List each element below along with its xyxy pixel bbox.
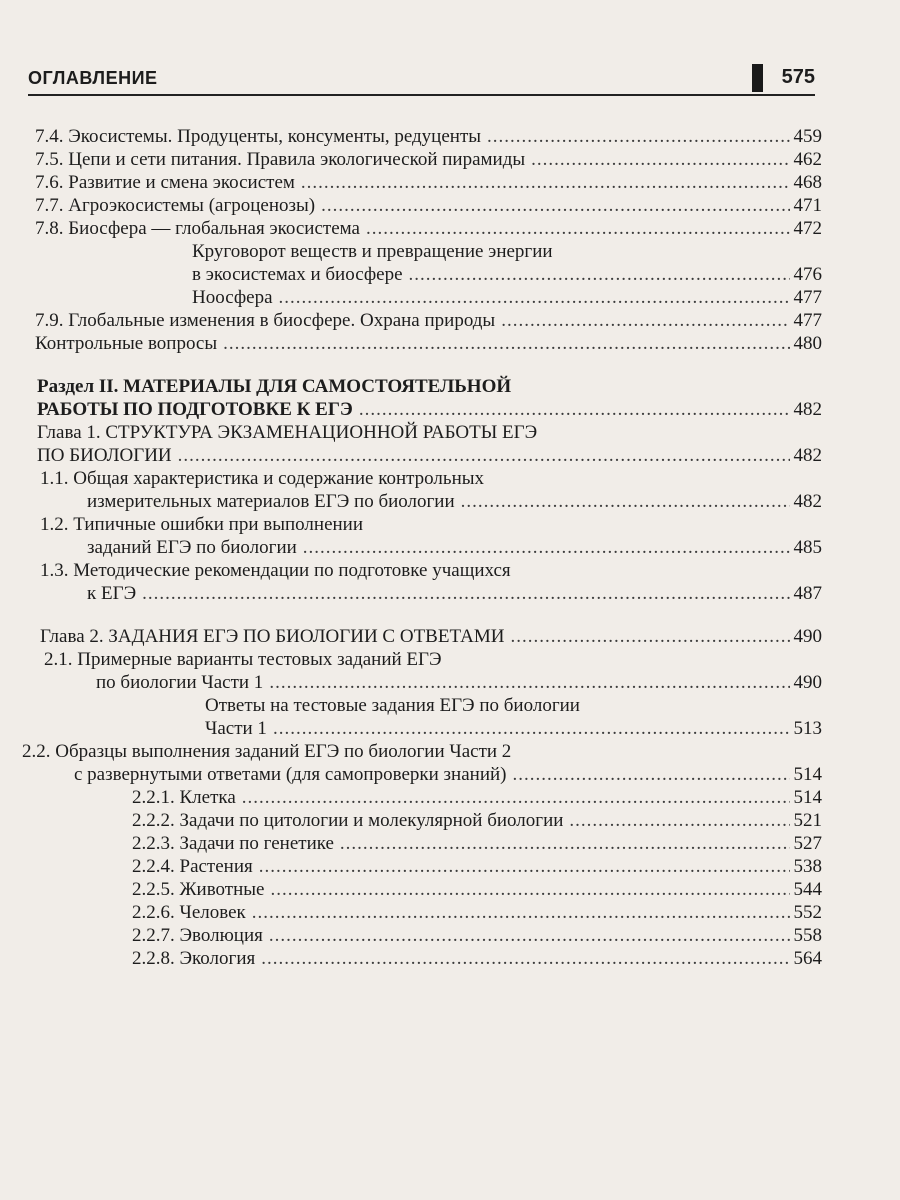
toc-leader-dots bbox=[303, 536, 790, 559]
toc-entry-page: 490 bbox=[793, 626, 822, 647]
toc-entry-page: 477 bbox=[793, 287, 822, 308]
page-header bbox=[28, 66, 815, 96]
toc-entry-page: 513 bbox=[793, 718, 822, 739]
toc-entry-page: 490 bbox=[793, 672, 822, 693]
toc-leader-dots bbox=[142, 582, 789, 605]
toc-entry[interactable] bbox=[132, 947, 822, 970]
toc-entry-title-line1: Раздел II. МАТЕРИАЛЫ ДЛЯ САМОСТОЯТЕЛЬНОЙ bbox=[37, 376, 512, 397]
toc-entry-page: 482 bbox=[793, 399, 822, 420]
toc-entry-title: 2.2.1. Клетка bbox=[132, 787, 236, 808]
toc-leader-dots bbox=[279, 286, 790, 309]
toc-entry-title-line1: 1.3. Методические рекомендации по подготовке учащихся bbox=[40, 560, 511, 581]
toc-entry-page: 487 bbox=[793, 583, 822, 604]
toc-leader-dots bbox=[270, 878, 789, 901]
toc-leader-dots bbox=[269, 924, 790, 947]
toc-entry[interactable] bbox=[35, 194, 822, 217]
toc-entry-page: 485 bbox=[793, 537, 822, 558]
toc-entry[interactable] bbox=[40, 513, 822, 559]
toc-entry-title: 2.2.7. Эволюция bbox=[132, 925, 263, 946]
toc-entry-title: с развернутыми ответами (для самопроверки знаний) bbox=[74, 764, 507, 785]
toc-entry-title: 2.2.8. Экология bbox=[132, 948, 256, 969]
toc-entry-title: измерительных материалов ЕГЭ по биологии bbox=[87, 491, 455, 512]
toc-entry-page: 477 bbox=[793, 310, 822, 331]
toc-leader-dots bbox=[252, 901, 790, 924]
toc-entry-page: 514 bbox=[793, 787, 822, 808]
toc-entry[interactable] bbox=[35, 171, 822, 194]
toc-entry[interactable] bbox=[35, 125, 822, 148]
toc-entry-title: Контрольные вопросы bbox=[35, 333, 218, 354]
toc-entry-page: 462 bbox=[793, 149, 822, 170]
toc-entry-page: 538 bbox=[793, 856, 822, 877]
toc-entry-page: 482 bbox=[793, 445, 822, 466]
toc-entry[interactable] bbox=[35, 217, 822, 240]
toc-entry-title: 7.7. Агроэкосистемы (агроценозы) bbox=[35, 195, 316, 216]
toc-leader-dots bbox=[340, 832, 790, 855]
toc-entry-page: 459 bbox=[793, 126, 822, 147]
toc-leader-dots bbox=[301, 171, 790, 194]
toc-entry-title: 2.2.6. Человек bbox=[132, 902, 246, 923]
toc-leader-dots bbox=[223, 332, 789, 355]
toc-entry-title: заданий ЕГЭ по биологии bbox=[87, 537, 297, 558]
toc-entry-page: 552 bbox=[793, 902, 822, 923]
toc-leader-dots bbox=[178, 444, 790, 467]
toc-entry[interactable] bbox=[205, 694, 822, 740]
toc-entry-title: 2.2.3. Задачи по генетике bbox=[132, 833, 334, 854]
toc-entry-title: Ноосфера bbox=[192, 287, 273, 308]
toc-entry-title-line1: 1.2. Типичные ошибки при выполнении bbox=[40, 514, 363, 535]
toc-entry[interactable] bbox=[132, 832, 822, 855]
toc-entry-title: 7.4. Экосистемы. Продуценты, консументы, редуценты bbox=[35, 126, 482, 147]
toc-leader-dots bbox=[359, 398, 790, 421]
toc-leader-dots bbox=[269, 671, 789, 694]
toc-entry-page: 527 bbox=[793, 833, 822, 854]
toc-entry-title: 2.2.4. Растения bbox=[132, 856, 253, 877]
toc-entry-page: 480 bbox=[793, 333, 822, 354]
toc-entry-title: 2.2.5. Животные bbox=[132, 879, 265, 900]
toc-entry-page: 482 bbox=[793, 491, 822, 512]
header-title: ОГЛАВЛЕНИЕ bbox=[28, 68, 158, 88]
toc-chapter-entry[interactable] bbox=[40, 625, 822, 648]
toc-entry[interactable] bbox=[132, 924, 822, 947]
toc-entry-title: 7.9. Глобальные изменения в биосфере. Охрана природы bbox=[35, 310, 496, 331]
toc-leader-dots bbox=[259, 855, 790, 878]
toc-entry-page: 468 bbox=[793, 172, 822, 193]
toc-entry[interactable] bbox=[35, 148, 822, 171]
toc-entry[interactable] bbox=[132, 855, 822, 878]
toc-entry[interactable] bbox=[35, 332, 822, 355]
toc-entry-page: 564 bbox=[793, 948, 822, 969]
toc-entry[interactable] bbox=[132, 901, 822, 924]
toc-entry-title: 7.8. Биосфера — глобальная экосистема bbox=[35, 218, 360, 239]
toc-leader-dots bbox=[531, 148, 789, 171]
toc-leader-dots bbox=[510, 625, 789, 648]
toc-leader-dots bbox=[512, 763, 789, 786]
toc-entry-page: 514 bbox=[793, 764, 822, 785]
toc-entry-title: Глава 2. ЗАДАНИЯ ЕГЭ ПО БИОЛОГИИ С ОТВЕТАМИ bbox=[40, 626, 505, 647]
toc-entry[interactable] bbox=[192, 286, 822, 309]
toc-entry-title-line1: Ответы на тестовые задания ЕГЭ по биологии bbox=[205, 695, 580, 716]
toc-entry-title: 7.6. Развитие и смена экосистем bbox=[35, 172, 295, 193]
toc-entry-title: к ЕГЭ bbox=[87, 583, 137, 604]
toc-leader-dots bbox=[366, 217, 790, 240]
toc-entry-title-line1: 2.2. Образцы выполнения заданий ЕГЭ по биологии Части 2 bbox=[22, 741, 512, 762]
toc-entry-title-line1: Глава 1. СТРУКТУРА ЭКЗАМЕНАЦИОННОЙ РАБОТЫ ЕГЭ bbox=[37, 422, 538, 443]
toc-entry-page: 471 bbox=[793, 195, 822, 216]
toc-section-entry[interactable] bbox=[37, 375, 822, 421]
toc-entry[interactable] bbox=[44, 648, 822, 694]
table-of-contents bbox=[0, 125, 900, 970]
header-page-number: 575 bbox=[781, 66, 815, 88]
toc-leader-dots bbox=[409, 263, 790, 286]
toc-entry[interactable] bbox=[192, 240, 822, 286]
toc-leader-dots bbox=[321, 194, 789, 217]
toc-entry-page: 472 bbox=[793, 218, 822, 239]
toc-entry[interactable] bbox=[132, 786, 822, 809]
toc-entry-page: 558 bbox=[793, 925, 822, 946]
toc-entry-title: по биологии Части 1 bbox=[96, 672, 264, 693]
toc-entry-title: 2.2.2. Задачи по цитологии и молекулярной биологии bbox=[132, 810, 564, 831]
toc-leader-dots bbox=[487, 125, 789, 148]
toc-entry[interactable] bbox=[132, 809, 822, 832]
toc-entry-page: 521 bbox=[793, 810, 822, 831]
toc-entry[interactable] bbox=[132, 878, 822, 901]
toc-entry-title-line1: 1.1. Общая характеристика и содержание контрольных bbox=[40, 468, 485, 489]
toc-entry-page: 544 bbox=[793, 879, 822, 900]
toc-leader-dots bbox=[273, 717, 790, 740]
toc-entry-title: Части 1 bbox=[205, 718, 267, 739]
toc-chapter-entry[interactable] bbox=[37, 421, 822, 467]
toc-leader-dots bbox=[461, 490, 790, 513]
toc-entry[interactable] bbox=[40, 467, 822, 513]
header-bar-decoration bbox=[752, 64, 763, 92]
toc-entry[interactable] bbox=[35, 309, 822, 332]
toc-leader-dots bbox=[569, 809, 789, 832]
toc-entry-title: РАБОТЫ ПО ПОДГОТОВКЕ К ЕГЭ bbox=[37, 399, 353, 420]
toc-entry-page: 476 bbox=[793, 264, 822, 285]
toc-entry-title-line1: Круговорот веществ и превращение энергии bbox=[192, 241, 553, 262]
toc-entry-title: ПО БИОЛОГИИ bbox=[37, 445, 172, 466]
toc-entry-title-line1: 2.1. Примерные варианты тестовых заданий ЕГЭ bbox=[44, 649, 442, 670]
toc-entry[interactable] bbox=[40, 559, 822, 605]
toc-entry-title: в экосистемах и биосфере bbox=[192, 264, 403, 285]
toc-leader-dots bbox=[261, 947, 789, 970]
toc-entry[interactable] bbox=[22, 740, 822, 786]
toc-entry-title: 7.5. Цепи и сети питания. Правила экологической пирамиды bbox=[35, 149, 526, 170]
toc-leader-dots bbox=[501, 309, 789, 332]
toc-leader-dots bbox=[242, 786, 790, 809]
